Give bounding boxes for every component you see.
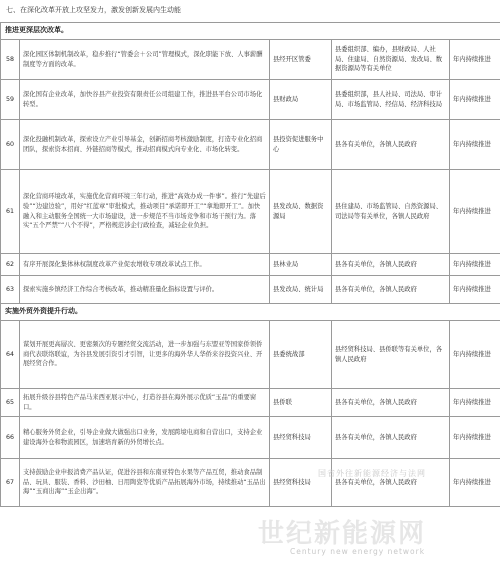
task-content: 深化营商环境改革，实施优化营商环境三年行动，推进“高效办成一件事”。推行“先建后验”“边建边验”，用好“红蓝章”审批模式，推动项目“承诺即开工”“拿地即开工”。加快融入和主动服务全国统一大市场建设，进一步规范不当市场竞争和市场干预行为。落实“五个严禁”“八个不得”，严格规范涉企行政检查，减轻企业负担。	[20, 170, 270, 254]
time-limit: 年内持续推进	[450, 389, 500, 417]
table-row	[1, 120, 500, 170]
participating-units: 县各有关单位，各镇人民政府	[332, 417, 450, 459]
watermark-text: 国省外往新能源经济与法网	[318, 469, 426, 478]
lead-unit: 县经开区管委	[270, 40, 332, 80]
participating-units: 县住建局、市场监管局、自然资源局、司法局等有关单位，各镇人民政府	[332, 170, 450, 254]
task-content: 深化国有企业改革，加快谷县产业投资有限责任公司组建工作，推进县平台公司市场化转型。	[20, 80, 270, 120]
table-row	[1, 321, 500, 389]
section-header-row	[1, 23, 500, 40]
table-row	[1, 276, 500, 304]
watermark-logo: 世纪新能源网	[258, 519, 427, 549]
participating-units: 县委组织部、编办，县财政局、人社局、住建局、自然资源局、发改局、数据资源局等有关单位	[332, 40, 450, 80]
lead-unit: 县投资促进服务中心	[270, 120, 332, 170]
table-row	[1, 389, 500, 417]
time-limit: 年内持续推进	[450, 40, 500, 80]
row-number: 59	[1, 80, 20, 120]
time-limit: 年内持续推进	[450, 120, 500, 170]
section-header-row	[1, 304, 500, 321]
participating-units: 县各有关单位，各镇人民政府	[332, 389, 450, 417]
time-limit: 年内持续推进	[450, 276, 500, 304]
lead-unit: 县财政局	[270, 80, 332, 120]
time-limit: 年内持续推进	[450, 321, 500, 389]
time-limit: 年内持续推进	[450, 254, 500, 276]
time-limit: 年内持续推进	[450, 459, 500, 507]
section-title: 推进更深层次改革。	[1, 23, 500, 40]
table-row	[1, 459, 500, 507]
task-content: 谋划开展更高層次、更密频次的专题经贸交流活动，进一步加强与东盟亚等国家侨领侨商代表联络联谊，为谷县发展引资引才引智，让更多的海外华人华侨来谷投资兴业、开展经贸合作。	[20, 321, 270, 389]
participating-units: 县经贸科技局、县侨联等有关单位，各镇人民政府	[332, 321, 450, 389]
time-limit: 年内持续推进	[450, 417, 500, 459]
time-limit: 年内持续推进	[450, 170, 500, 254]
task-content: 支持鼓励企业申报消费产品认证，促进谷县和东南亚特色水果等产品互贸，推动食品制品、玩具、服装、香料、沙田柚、日用陶瓷等优质产品拓展海外市场，持续推动“玉品出海”“玉商出海”“玉企出海”。	[20, 459, 270, 507]
time-limit: 年内持续推进	[450, 80, 500, 120]
lead-unit: 县侨联	[270, 389, 332, 417]
row-number: 66	[1, 417, 20, 459]
participating-units: 县各有关单位，各镇人民政府	[332, 459, 450, 507]
row-number: 63	[1, 276, 20, 304]
task-content: 深化投融机制改革，探索设立产业引导基金，创新招商考核激励制度，打造专业化招商团队，探索资本招商、外链招商等模式，推动招商模式向专业化、市场化转变。	[20, 120, 270, 170]
row-number: 64	[1, 321, 20, 389]
lead-unit: 县委统战部	[270, 321, 332, 389]
task-content: 精心服务外贸企业，引导企业做大做强出口业务，发展跨境电商和自营出口，支持企业建设海外仓和物流园区，加速培育新的外贸增长点。	[20, 417, 270, 459]
row-number: 62	[1, 254, 20, 276]
participating-units: 县各有关单位，各镇人民政府	[332, 254, 450, 276]
table-row	[1, 254, 500, 276]
table-row	[1, 170, 500, 254]
row-number: 65	[1, 389, 20, 417]
task-table	[0, 22, 500, 507]
participating-units: 县各有关单位，各镇人民政府	[332, 120, 450, 170]
participating-units: 县各有关单位，各镇人民政府	[332, 276, 450, 304]
lead-unit: 县发改局、统计局	[270, 276, 332, 304]
task-content: 拓展升级谷县特色产品马来西亚展示中心，打造谷县在海外展示优质“玉品”的重要窗口。	[20, 389, 270, 417]
table-row	[1, 417, 500, 459]
row-number: 58	[1, 40, 20, 80]
section-title: 实施外贸外资提升行动。	[1, 304, 500, 321]
task-content: 深化园区体制机制改革，稳步推行“管委会＋公司”管理模式，深化职能下放、人事薪酬制度等方面的改革。	[20, 40, 270, 80]
watermark-subtitle: Century new energy network	[290, 547, 426, 556]
lead-unit: 县发改局、数据资源局	[270, 170, 332, 254]
table-row	[1, 40, 500, 80]
participating-units: 县委组织部，县人社局、司法局、审计局、市场监管局、经信局、经济科技局	[332, 80, 450, 120]
task-content: 有序开展深化集体林权制度改革产业促农增收专项改革试点工作。	[20, 254, 270, 276]
lead-unit: 县经贸科技局	[270, 459, 332, 507]
row-number: 67	[1, 459, 20, 507]
lead-unit: 县经贸科技局	[270, 417, 332, 459]
row-number: 60	[1, 120, 20, 170]
task-content: 探索实施乡镇经济工作综合考核改革，推动精准量化指标设置与评价。	[20, 276, 270, 304]
row-number: 61	[1, 170, 20, 254]
table-row	[1, 80, 500, 120]
page-heading: 七、在深化改革开放上攻坚发力，激发创新发展内生动能	[6, 6, 181, 14]
lead-unit: 县林业局	[270, 254, 332, 276]
